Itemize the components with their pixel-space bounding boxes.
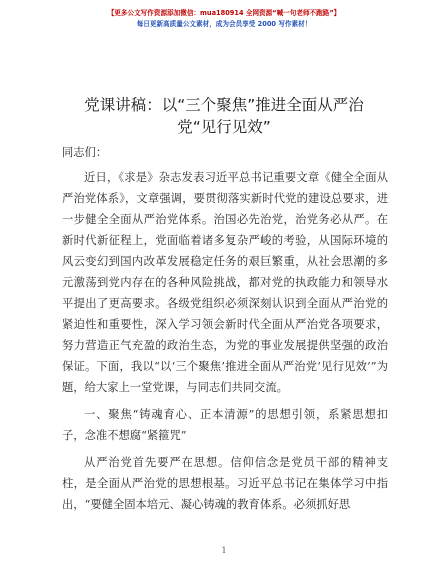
promo-banner	[0, 8, 448, 30]
intro-paragraph: 近日，《求是》杂志发表习近平总书记重要文章《健全全面从严治党体系》，文章强调，要贯彻落实新时代党的建设总要求，进一步健全全面从严治党体系。治国必先治党，治党务必从严。在新时代新征程上，党面临着诸多复杂严峻的考验，从国际环境的风云变幻到国内改革发展稳定任务的艰巨繁重，从社会思潮的多元激荡到党内存在的各种风险挑战，都对党的执政能力和领导水平提出了更高要求。各级党组织必须深刻认识到全面从严治党的紧迫性和重要性，深入学习领会新时代全面从严治党各项要求，努力营造正气充盈的政治生态，为党的事业发展提供坚强的政治保证。下面，我以“以‘三个聚焦’推进全面从严治党‘见行见效’”为题，给大家上一堂党课，与同志们共同交流。	[62, 171, 388, 394]
promo-banner-line2: 每日更新高质量公文素材，成为会员享受 2000 写作素材！	[136, 20, 312, 28]
body-paragraph-2: 从严治党首先要严在思想。信仰信念是党员干部的精神支柱，是全面从严治党的思想根基。习近平总书记在集体学习中指出，“要健全固本培元、凝心铸魂的教育体系。必须抓好思	[62, 456, 388, 511]
page-number: 1	[221, 546, 227, 555]
section-heading-1: 一、聚焦“铸魂育心、正本清源”的思想引领，系紧思想扣子，念准不想腐“紧箍咒”	[62, 408, 388, 442]
greeting: 同志们：	[62, 146, 108, 159]
document-body	[62, 142, 388, 521]
document-title	[40, 94, 408, 138]
promo-banner-line1: 【更多公文写作资源添加微信：mua180914 全网资源“喊一句老师不跑路”】	[107, 9, 341, 17]
title-line-2: 党“见行见效”	[177, 118, 271, 136]
title-line-1: 党课讲稿：以“三个聚焦”推进全面从严治	[84, 96, 364, 114]
